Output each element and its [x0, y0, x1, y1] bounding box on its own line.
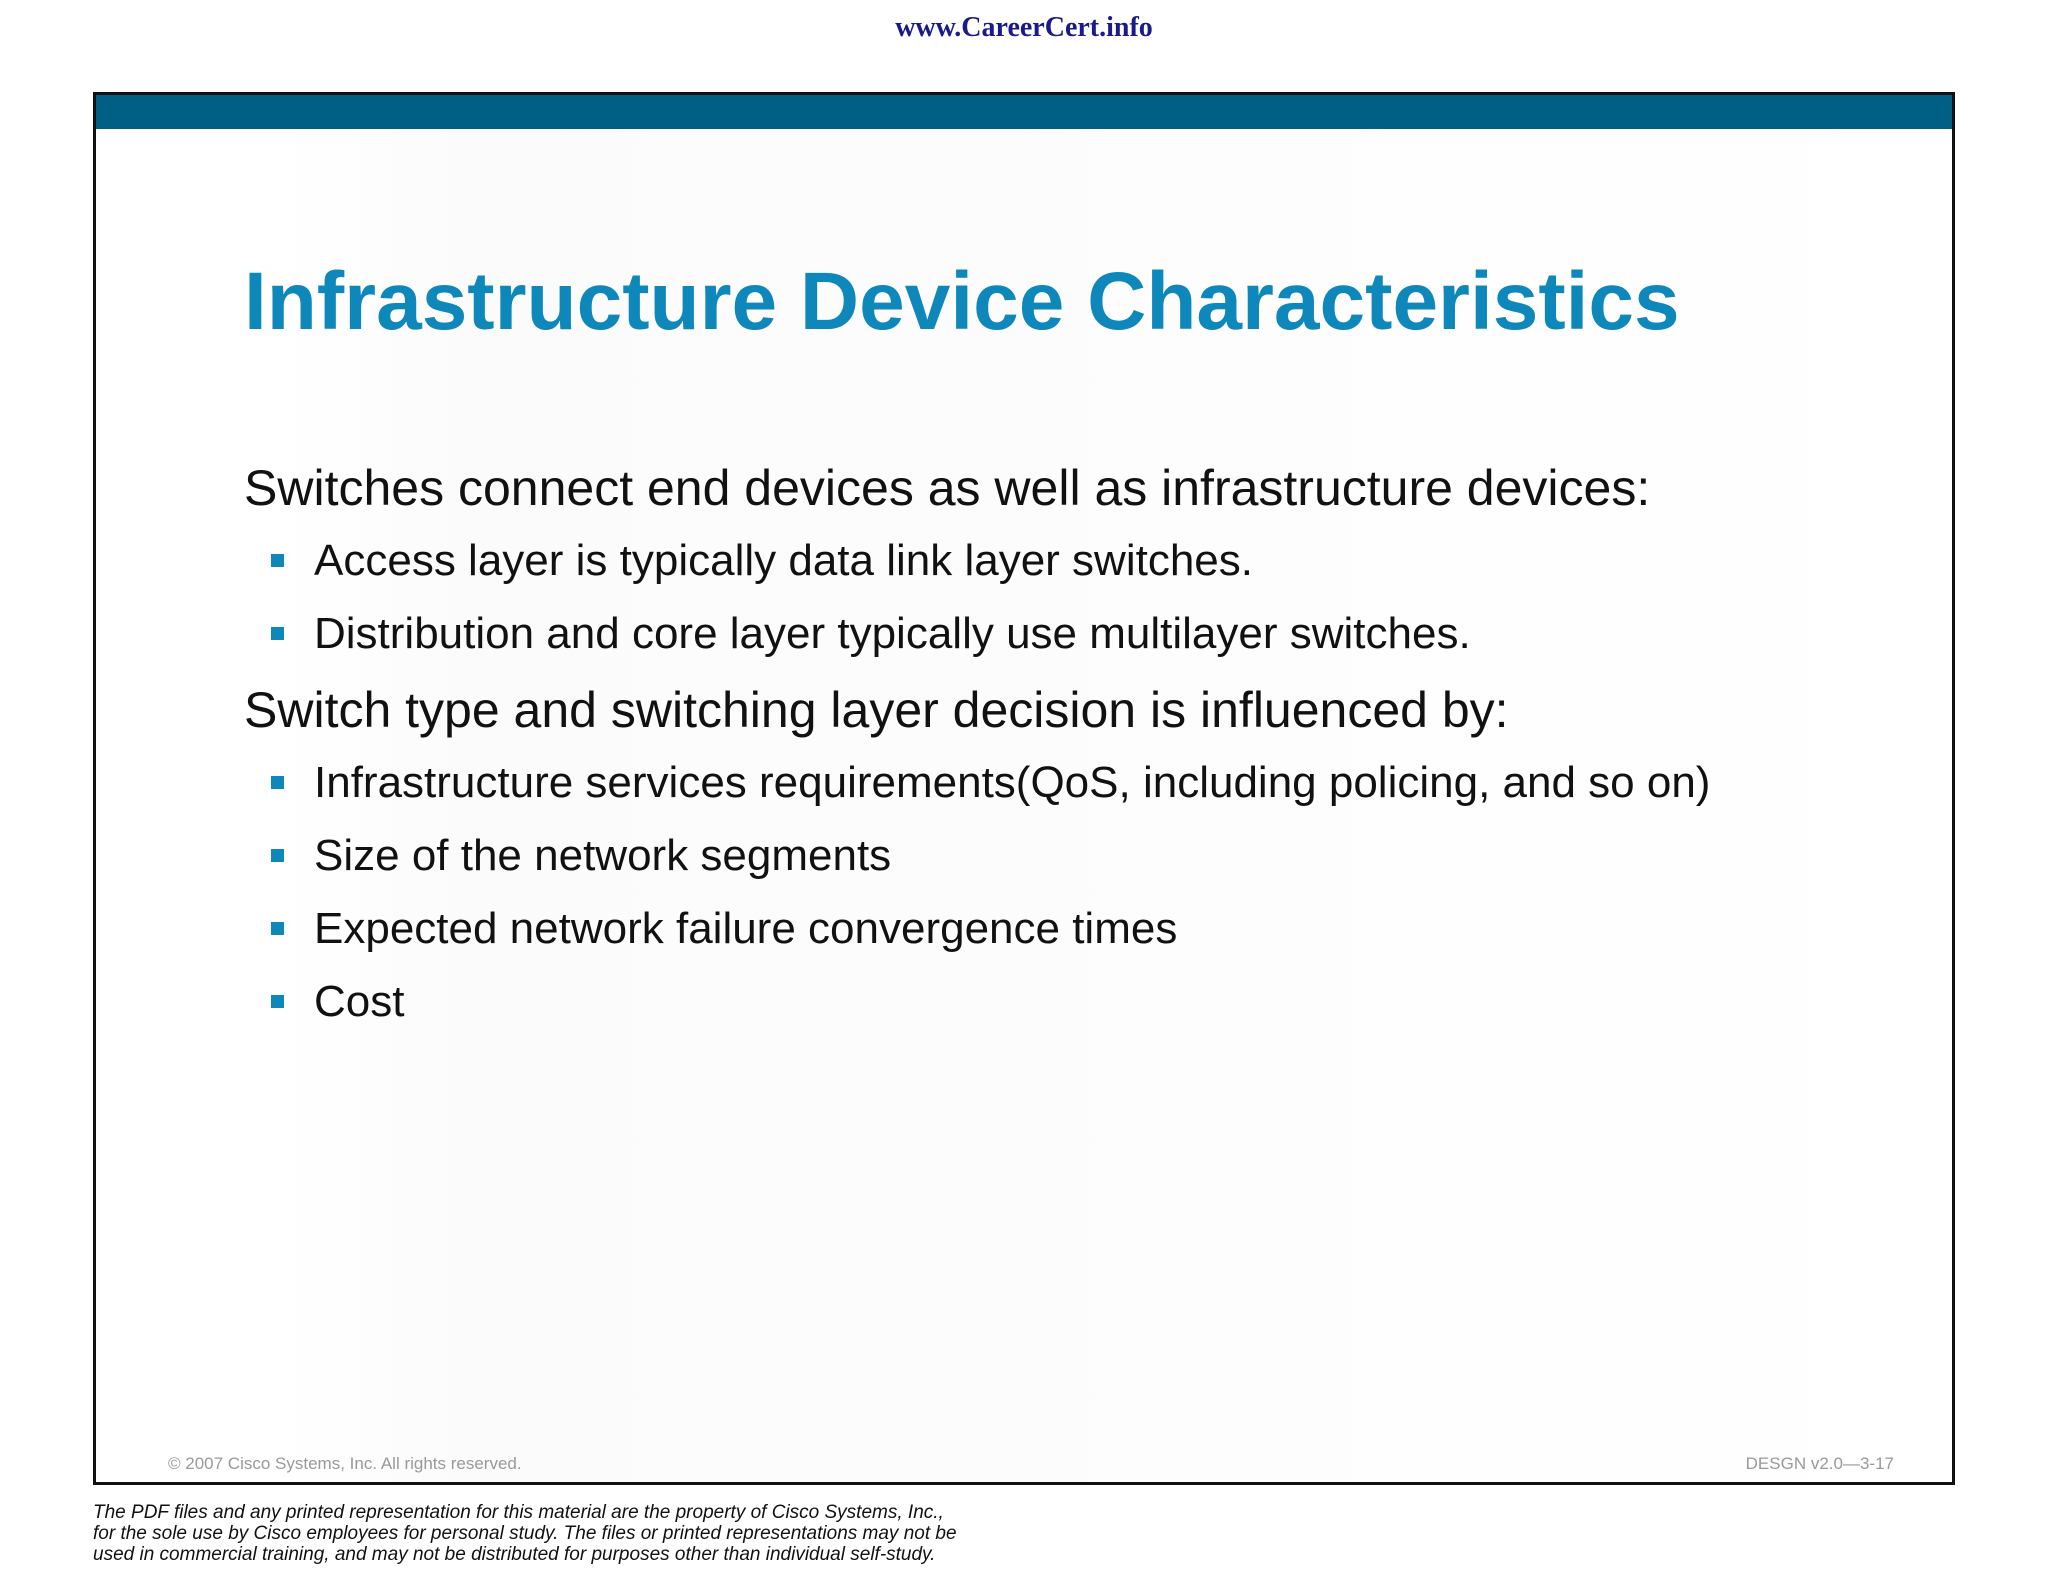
slide-copyright: © 2007 Cisco Systems, Inc. All rights reserved. — [168, 1454, 522, 1473]
square-bullet-icon — [271, 922, 284, 935]
bullet-text: Size of the network segments — [314, 831, 892, 880]
site-url-header: www.CareerCert.info — [895, 12, 1153, 43]
bullet-text: Infrastructure services requirements(QoS, including policing, and so on) — [314, 758, 1711, 807]
square-bullet-icon — [271, 849, 284, 862]
list-item — [244, 976, 1904, 1028]
disclaimer-line: used in commercial training, and may not be distributed for purposes other than individual self-study. — [93, 1544, 936, 1565]
slide-content — [244, 459, 1904, 1049]
list-item — [244, 830, 1904, 882]
slide-number: DESGN v2.0—3-17 — [1745, 1454, 1894, 1473]
square-bullet-icon — [271, 627, 284, 640]
square-bullet-icon — [271, 776, 284, 789]
list-item — [244, 903, 1904, 955]
disclaimer-line: for the sole use by Cisco employees for personal study. The files or printed representations may not be — [93, 1523, 957, 1544]
slide-frame — [93, 92, 1955, 1485]
bullet-text: Distribution and core layer typically use multilayer switches. — [314, 609, 1471, 658]
section-heading-switches: Switches connect end devices as well as infrastructure devices: — [244, 460, 1651, 516]
section-heading-decision: Switch type and switching layer decision is influenced by: — [244, 682, 1509, 738]
square-bullet-icon — [271, 554, 284, 567]
disclaimer-line: The PDF files and any printed representation for this material are the property of Cisco Systems, Inc., — [93, 1502, 944, 1523]
list-item — [244, 608, 1904, 660]
bullet-text: Cost — [314, 977, 405, 1026]
bullet-list-switches — [244, 535, 1904, 660]
slide-title: Infrastructure Device Characteristics — [244, 256, 1680, 347]
bullet-text: Access layer is typically data link layer switches. — [314, 536, 1253, 585]
bullet-text: Expected network failure convergence times — [314, 904, 1178, 953]
square-bullet-icon — [271, 995, 284, 1008]
list-item — [244, 757, 1904, 809]
slide-top-bar — [96, 95, 1952, 129]
disclaimer-notice — [93, 1502, 1093, 1565]
list-item — [244, 535, 1904, 587]
bullet-list-decision — [244, 757, 1904, 1028]
